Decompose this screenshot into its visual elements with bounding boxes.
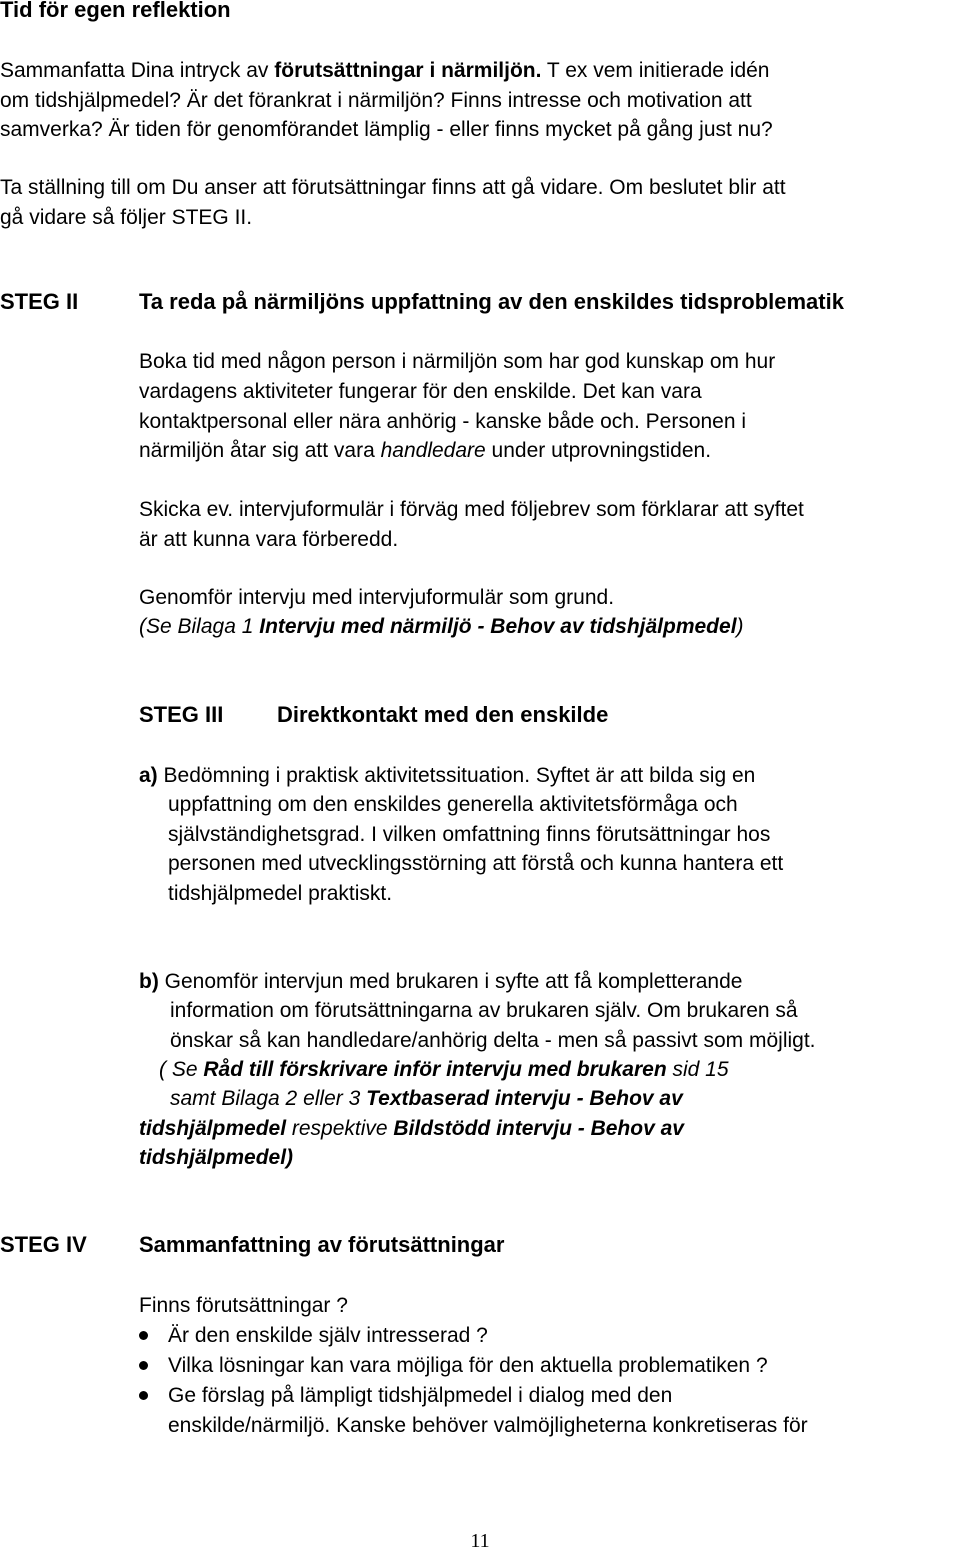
intro-text: T ex vem initierade idén (541, 59, 770, 82)
step-3-text: självständighetsgrad. I vilken omfattning finns förutsättningar hos (168, 823, 771, 846)
reference-text: ( Se (159, 1058, 204, 1081)
item-marker: a) (139, 764, 158, 787)
step-3-text: uppfattning om den enskildes generella aktivitetsförmåga och (168, 793, 738, 816)
bullet-icon (139, 1391, 148, 1400)
bullet-item: Ge förslag på lämpligt tidshjälpmedel i dialog med den (168, 1384, 673, 1407)
reference-title: tidshjälpmedel (139, 1117, 287, 1140)
reference-line (139, 1114, 684, 1144)
intro-line: om tidshjälpmedel? Är det förankrat i närmiljön? Finns intresse och motivation att (0, 89, 752, 112)
reference-text: respektive (286, 1117, 394, 1140)
step-2-heading: Ta reda på närmiljöns uppfattning av den enskildes tidsproblematik (139, 289, 844, 314)
intro-text: Sammanfatta Dina intryck av (0, 59, 275, 82)
step-2-text (139, 436, 711, 466)
step-3-text: personen med utvecklingsstörning att förstå och kunna hantera ett (168, 852, 784, 875)
reference-text: (Se Bilaga 1 (139, 615, 260, 638)
reference-title: Bildstödd intervju - Behov av (393, 1117, 684, 1140)
reference-title: Intervju med närmiljö - Behov av tidshjälpmedel (259, 615, 737, 638)
page-title: Tid för egen reflektion (0, 0, 231, 22)
step-2-text: är att kunna vara förberedd. (139, 528, 399, 551)
bullet-item-continuation: enskilde/närmiljö. Kanske behöver valmöjligheterna konkretiseras för (168, 1414, 808, 1437)
reference-text: samt Bilaga 2 eller 3 (170, 1087, 367, 1110)
step-2-text: Genomför intervju med intervjuformulär som grund. (139, 586, 615, 609)
reference-title: Textbaserad intervju - Behov av (366, 1087, 683, 1110)
step-2-text: Skicka ev. intervjuformulär i förväg med följebrev som förklarar att syftet (139, 498, 804, 521)
step-4-question: Finns förutsättningar ? (139, 1294, 348, 1317)
step-3-text: tidshjälpmedel praktiskt. (168, 882, 393, 905)
reference-title: Råd till förskrivare inför intervju med brukaren (203, 1058, 667, 1081)
step-2-text: närmiljön åtar sig att vara (139, 439, 381, 462)
page-number: 11 (470, 1530, 490, 1552)
reference-title: tidshjälpmedel) (139, 1146, 294, 1169)
step-3-text: önskar så kan handledare/anhörig delta - men så passivt som möjligt. (170, 1029, 816, 1052)
step-2-label: STEG II (0, 289, 79, 314)
reference-line (170, 1084, 683, 1114)
intro-line (0, 56, 770, 86)
intro-line: gå vidare så följer STEG II. (0, 206, 253, 229)
step-4-heading: Sammanfattning av förutsättningar (139, 1232, 505, 1257)
bullet-icon (139, 1331, 148, 1340)
bullet-item: Är den enskilde själv intresserad ? (168, 1324, 488, 1347)
step-2-text: under utprovningstiden. (485, 439, 712, 462)
reference-text: ) (736, 615, 744, 638)
intro-line: Ta ställning till om Du anser att förutsättningar finns att gå vidare. Om beslutet blir att (0, 176, 786, 199)
step-3-text: Genomför intervjun med brukaren i syfte att få kompletterande (158, 970, 743, 993)
step-2-text: Boka tid med någon person i närmiljön som har god kunskap om hur (139, 350, 776, 373)
step-4-label: STEG IV (0, 1232, 87, 1257)
item-marker: b) (139, 970, 159, 993)
reference-text: sid 15 (666, 1058, 729, 1081)
step-2-text: kontaktpersonal eller nära anhörig - kanske både och. Personen i (139, 410, 747, 433)
intro-bold-text: förutsättningar i närmiljön. (274, 59, 542, 82)
bullet-item: Vilka lösningar kan vara möjliga för den aktuella problematiken ? (168, 1354, 768, 1377)
intro-line: samverka? Är tiden för genomförandet lämplig - eller finns mycket på gång just nu? (0, 118, 773, 141)
reference-line (159, 1055, 729, 1085)
reference-line (139, 612, 744, 642)
step-3-text: information om förutsättningarna av brukaren själv. Om brukaren så (170, 999, 798, 1022)
emphasis-text: handledare (380, 439, 486, 462)
step-3-item-a (139, 761, 755, 791)
step-3-label: STEG III (139, 702, 224, 727)
step-3-item-b (139, 967, 742, 997)
step-3-heading: Direktkontakt med den enskilde (277, 702, 609, 727)
bullet-icon (139, 1361, 148, 1370)
step-2-text: vardagens aktiviteter fungerar för den enskilde. Det kan vara (139, 380, 702, 403)
step-3-text: Bedömning i praktisk aktivitetssituation. Syftet är att bilda sig en (157, 764, 756, 787)
